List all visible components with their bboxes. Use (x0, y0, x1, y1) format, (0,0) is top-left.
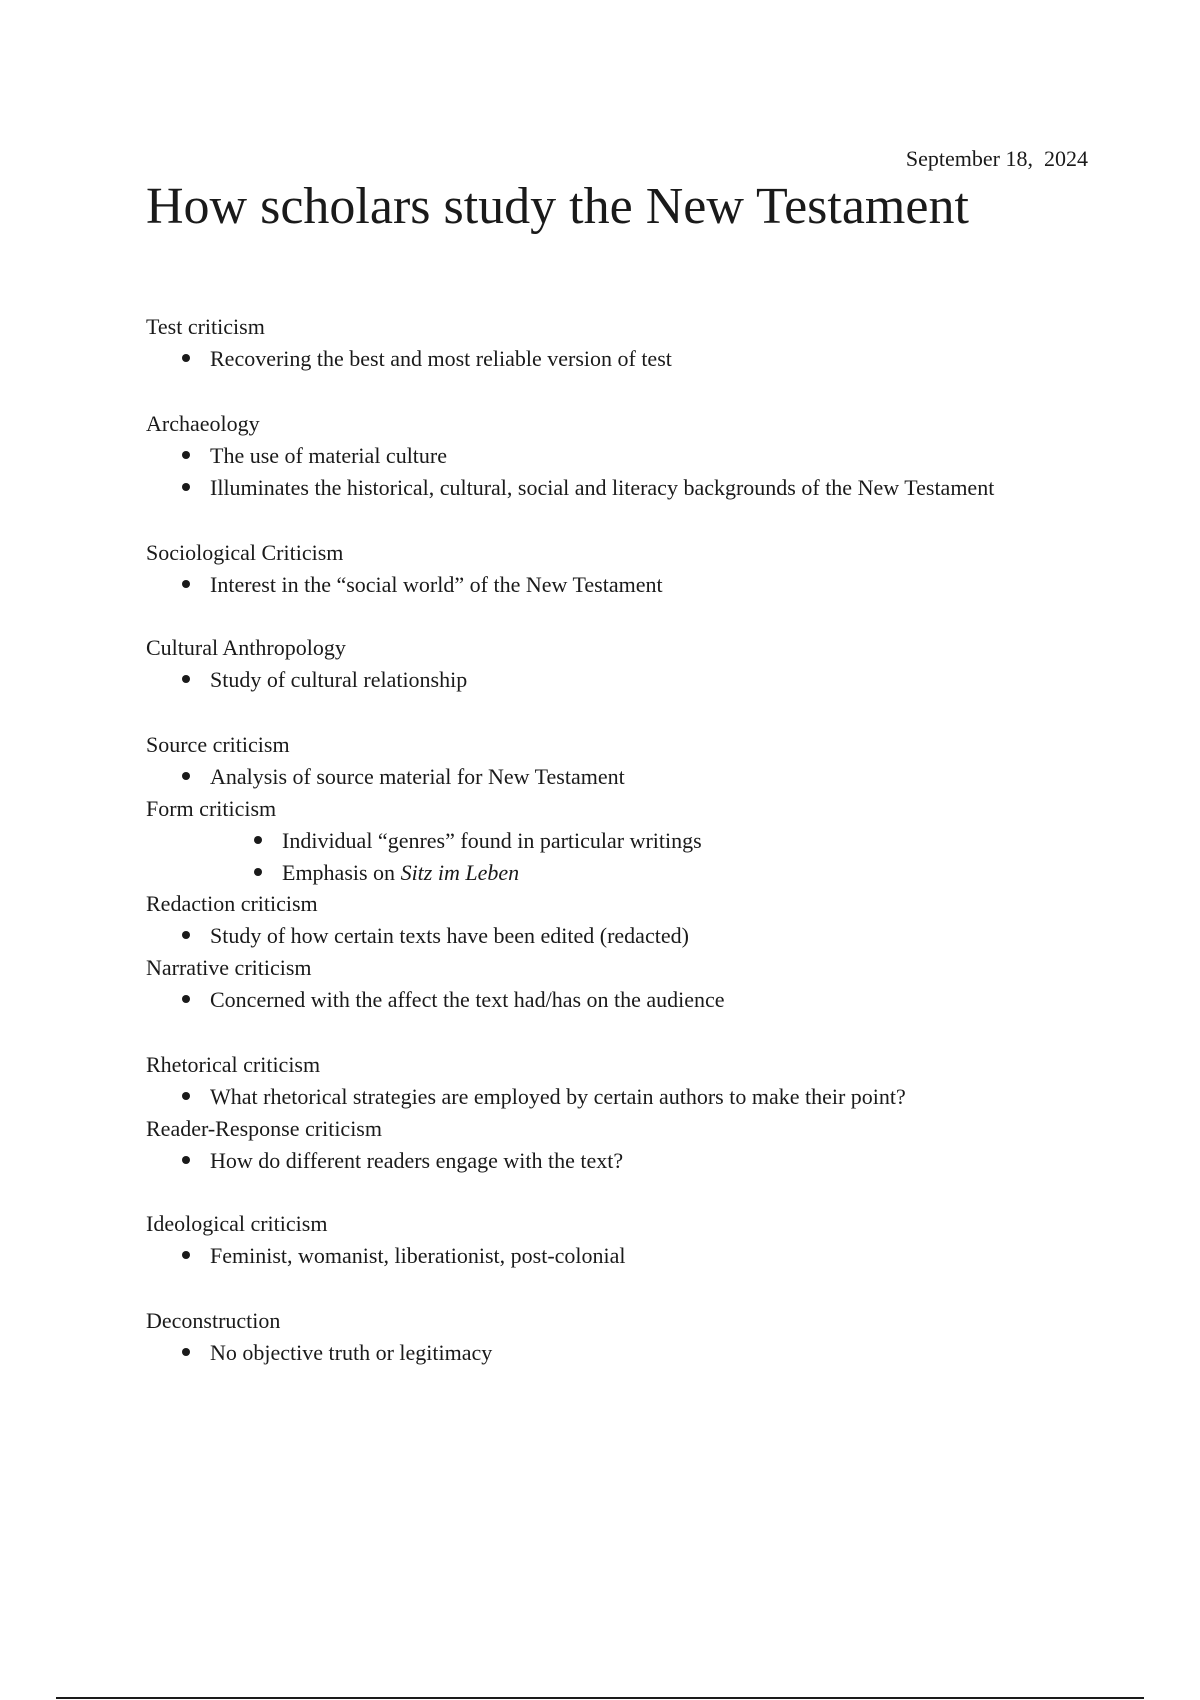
section-heading-sociological: Sociological Criticism (146, 540, 344, 565)
bullet-icon (182, 931, 190, 939)
bullet-icon (254, 868, 262, 876)
section-heading-text-criticism: Test criticism (146, 314, 265, 339)
bullet-icon (182, 580, 190, 588)
list-item: Concerned with the affect the text had/has on the audience (182, 987, 725, 1013)
list-item: The use of material culture (182, 443, 447, 469)
bullet-icon (182, 1156, 190, 1164)
section-heading-deconstruction: Deconstruction (146, 1308, 281, 1333)
bullet-icon (182, 675, 190, 683)
bullet-icon (182, 995, 190, 1003)
page-title: How scholars study the New Testament (146, 178, 969, 235)
list-item: Feminist, womanist, liberationist, post-colonial (182, 1243, 626, 1269)
italic-term: Sitz im Leben (400, 860, 520, 885)
list-item: Study of cultural relationship (182, 667, 467, 693)
bullet-icon (254, 836, 262, 844)
section-heading-redaction: Redaction criticism (146, 891, 318, 916)
list-item: Illuminates the historical, cultural, social and literacy backgrounds of the New Testament (182, 475, 994, 501)
bullet-icon (182, 483, 190, 491)
section-heading-ideological: Ideological criticism (146, 1211, 328, 1236)
section-heading-cultural-anthropology: Cultural Anthropology (146, 635, 346, 660)
section-heading-reader-response: Reader-Response criticism (146, 1116, 382, 1141)
list-item: Interest in the “social world” of the New Testament (182, 572, 663, 598)
section-heading-source: Source criticism (146, 732, 290, 757)
page-bottom-rule (56, 1697, 1144, 1699)
document-date: September 18, 2024 (905, 146, 1088, 171)
bullet-icon (182, 1092, 190, 1100)
list-item: No objective truth or legitimacy (182, 1340, 492, 1366)
list-item: Emphasis on Sitz im Leben (254, 860, 519, 886)
list-item: What rhetorical strategies are employed by certain authors to make their point? (182, 1084, 906, 1110)
section-heading-form: Form criticism (146, 796, 277, 821)
list-item: How do different readers engage with the text? (182, 1148, 623, 1174)
bullet-icon (182, 772, 190, 780)
list-item: Individual “genres” found in particular writings (254, 828, 702, 854)
list-item: Study of how certain texts have been edited (redacted) (182, 923, 689, 949)
bullet-icon (182, 1348, 190, 1356)
bullet-icon (182, 354, 190, 362)
list-item: Analysis of source material for New Testament (182, 764, 625, 790)
section-heading-rhetorical: Rhetorical criticism (146, 1052, 321, 1077)
section-heading-archaeology: Archaeology (146, 411, 260, 436)
list-item: Recovering the best and most reliable version of test (182, 346, 672, 372)
bullet-icon (182, 1251, 190, 1259)
bullet-icon (182, 451, 190, 459)
section-heading-narrative: Narrative criticism (146, 955, 312, 980)
